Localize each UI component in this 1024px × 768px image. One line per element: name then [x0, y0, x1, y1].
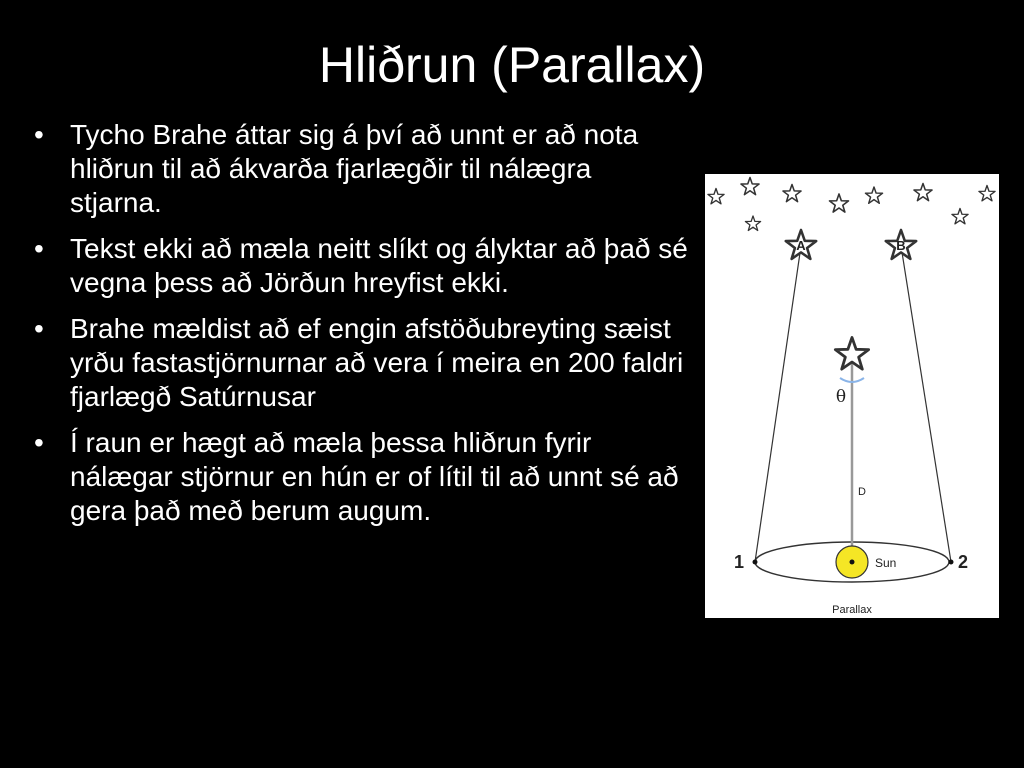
bullet-dot: • [34, 427, 44, 458]
earth-position-2-dot [949, 560, 954, 565]
sight-line-2 [901, 246, 951, 562]
distance-label: D [858, 486, 866, 498]
background-stars [708, 178, 995, 231]
bullet-item [30, 118, 690, 220]
background-star-icon [741, 178, 759, 195]
bullet-dot: • [34, 119, 44, 150]
bullet-text: Tycho Brahe áttar sig á því að unnt er að nota hliðrun til að ákvarða fjarlægðir til nálægra stjarna. [70, 119, 639, 218]
parallax-diagram [705, 174, 999, 618]
sun-center-dot [850, 560, 855, 565]
bullet-item [30, 312, 690, 414]
bullet-dot: • [34, 233, 44, 264]
bullet-text: Tekst ekki að mæla neitt slíkt og ályktar að það sé vegna þess að Jörðun hreyfist ekki. [70, 233, 688, 298]
bullet-text: Í raun er hægt að mæla þessa hliðrun fyrir nálægar stjörnur en hún er of lítil til að unnt sé að gera það með berum augum. [70, 427, 679, 526]
angle-label: θ [835, 387, 847, 407]
point-1-label: 1 [733, 552, 745, 572]
background-star-icon [783, 185, 801, 202]
bullet-item [30, 232, 690, 300]
diagram-caption: Parallax [832, 604, 872, 616]
background-star-icon [745, 216, 760, 230]
bullet-item [30, 426, 690, 528]
bullet-dot: • [34, 313, 44, 344]
earth-position-1-dot [753, 560, 758, 565]
background-star-icon [865, 187, 882, 203]
background-star-icon [829, 194, 848, 212]
sight-line-1 [755, 246, 801, 562]
bullet-text: Brahe mældist að ef engin afstöðubreyting sæist yrðu fastastjörnurnar að vera í meira en 200 faldri fjarlægð Satúrnusar [70, 313, 684, 412]
background-star-icon [914, 184, 932, 201]
slide-title: Hliðrun (Parallax) [318, 37, 706, 93]
star-b-label: B [896, 238, 906, 253]
parallax-diagram-svg [705, 174, 999, 618]
point-2-label: 2 [957, 552, 969, 572]
background-star-icon [708, 189, 724, 204]
background-star-icon [952, 209, 968, 224]
bullet-list [30, 118, 690, 540]
background-star-icon [979, 186, 995, 201]
sun-label: Sun [875, 556, 897, 570]
star-a-label: A [796, 238, 806, 253]
